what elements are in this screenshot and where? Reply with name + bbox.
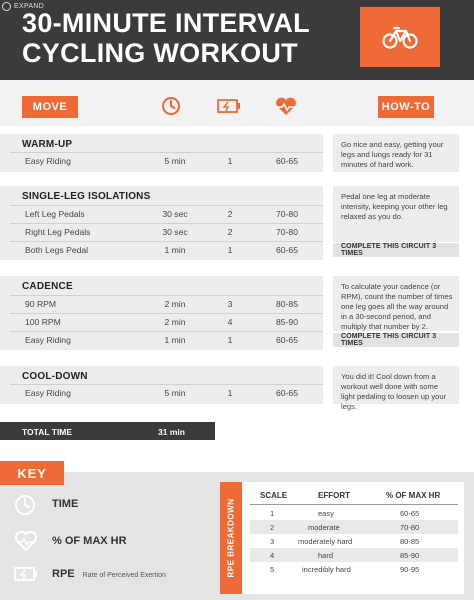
move-header: MOVE [22, 96, 78, 118]
expand-label: EXPAND [14, 3, 45, 10]
row-hr: 60-65 [276, 335, 298, 345]
rpe-effort: incredibly hard [302, 565, 351, 574]
rpe-scale: 4 [270, 551, 275, 560]
bicycle-icon [382, 25, 418, 49]
row-intervals: 1 [227, 245, 233, 255]
section-title-single-leg: SINGLE-LEG ISOLATIONS [22, 191, 151, 202]
row-name: Easy Riding [25, 156, 71, 166]
row-intervals: 1 [227, 156, 233, 166]
table-row [0, 205, 323, 223]
clock-icon [14, 494, 36, 516]
row-time: 1 min [164, 335, 186, 345]
rpe-header-rule [250, 504, 458, 505]
row-intervals: 2 [227, 209, 233, 219]
cooldown-description: You did it! Cool down from a workout well done with some light pedaling to loosen up your legs. [333, 366, 459, 404]
table-row [0, 241, 323, 259]
rpe-effort: moderate [308, 523, 340, 532]
row-hr: 60-65 [276, 388, 298, 398]
row-time: 5 min [164, 388, 186, 398]
key-item-hr [14, 530, 38, 552]
warmup-description: Go nice and easy, getting your legs and lungs ready for 31 minutes of hard work. [333, 134, 459, 172]
key-label-rpe [52, 568, 166, 580]
section-title-cooldown: COOL-DOWN [22, 371, 88, 382]
key-item-time [14, 494, 36, 516]
section-title-warmup: WARM-UP [22, 139, 73, 150]
rpe-row [250, 562, 458, 576]
heart-rate-icon [274, 96, 298, 116]
rpe-effort: easy [318, 509, 334, 518]
row-time: 1 min [164, 245, 186, 255]
page-title [22, 8, 310, 68]
battery-icon [217, 99, 241, 113]
rpe-header-hr: % OF MAX HR [386, 491, 441, 500]
rpe-hr: 85-90 [400, 551, 420, 560]
table-row [0, 384, 323, 402]
key-label-hr: % OF MAX HR [52, 535, 127, 547]
title-line-1: 30-MINUTE INTERVAL [22, 8, 310, 38]
how-to-header: HOW-TO [378, 96, 434, 118]
battery-icon [14, 566, 38, 582]
row-intervals: 4 [227, 317, 233, 327]
rpe-row [250, 506, 458, 520]
key-label-rpe-sub: Rate of Perceived Exertion [82, 572, 166, 579]
row-name: 100 RPM [25, 317, 61, 327]
rpe-hr: 80-85 [400, 537, 420, 546]
rpe-header-scale: SCALE [260, 491, 288, 500]
row-time: 30 sec [162, 209, 188, 219]
total-value: 31 min [158, 427, 185, 437]
single-leg-description: Pedal one leg at moderate intensity, keeping your other leg relaxed as you do. [333, 186, 459, 242]
rpe-effort: hard [318, 551, 334, 560]
rpe-scale: 2 [270, 523, 275, 532]
rpe-row [250, 520, 458, 534]
table-row [0, 313, 323, 331]
row-hr: 70-80 [276, 227, 298, 237]
row-hr: 85-90 [276, 317, 298, 327]
table-row [0, 152, 323, 170]
row-name: 90 RPM [25, 299, 57, 309]
row-name: Right Leg Pedals [25, 227, 91, 237]
rpe-side-label: RPE BREAKDOWN [226, 498, 236, 578]
row-hr: 80-85 [276, 299, 298, 309]
row-intervals: 1 [227, 335, 233, 345]
row-name: Easy Riding [25, 388, 71, 398]
rpe-hr: 90-95 [400, 565, 420, 574]
row-hr: 60-65 [276, 245, 298, 255]
total-time-bar [0, 422, 215, 440]
table-row [0, 295, 323, 313]
bike-badge [360, 7, 440, 67]
rpe-row [250, 548, 458, 562]
rpe-scale: 3 [270, 537, 275, 546]
row-time: 2 min [164, 299, 186, 309]
cadence-circuit-note: COMPLETE THIS CIRCUIT 3 TIMES [333, 333, 459, 347]
row-time: 5 min [164, 156, 186, 166]
heart-rate-icon [14, 530, 38, 552]
key-label-time: TIME [52, 498, 79, 510]
clock-icon [161, 96, 181, 116]
cadence-description: To calculate your cadence (or RPM), count the number of times one leg goes all the way around in a 30-second period, and multiply that number by 2. [333, 276, 459, 331]
title-line-2: CYCLING WORKOUT [22, 38, 298, 68]
table-row [0, 331, 323, 349]
magnifier-icon [2, 2, 11, 11]
row-time: 30 sec [162, 227, 188, 237]
row-name: Left Leg Pedals [25, 209, 85, 219]
key-label-rpe-text: RPE [52, 568, 75, 580]
rpe-scale: 1 [270, 509, 275, 518]
rpe-breakdown-table [220, 482, 464, 594]
column-header-row [0, 80, 474, 126]
row-intervals: 2 [227, 227, 233, 237]
single-leg-circuit-note: COMPLETE THIS CIRCUIT 3 TIMES [333, 243, 459, 257]
row-name: Easy Riding [25, 335, 71, 345]
rpe-effort: moderately hard [298, 537, 353, 546]
section-title-cadence: CADENCE [22, 281, 73, 292]
rpe-header-effort: EFFORT [318, 491, 350, 500]
key-title: KEY [0, 461, 64, 485]
rpe-side-bar [220, 482, 242, 594]
key-item-rpe [14, 566, 38, 582]
total-label: TOTAL TIME [22, 427, 73, 437]
rpe-row [250, 534, 458, 548]
row-intervals: 1 [227, 388, 233, 398]
row-hr: 70-80 [276, 209, 298, 219]
rpe-scale: 5 [270, 565, 275, 574]
row-intervals: 3 [227, 299, 233, 309]
row-time: 2 min [164, 317, 186, 327]
row-name: Both Legs Pedal [25, 245, 89, 255]
table-row [0, 223, 323, 241]
rpe-hr: 60-65 [400, 509, 420, 518]
header-banner [0, 0, 474, 80]
rpe-hr: 70-80 [400, 523, 420, 532]
row-hr: 60-65 [276, 156, 298, 166]
